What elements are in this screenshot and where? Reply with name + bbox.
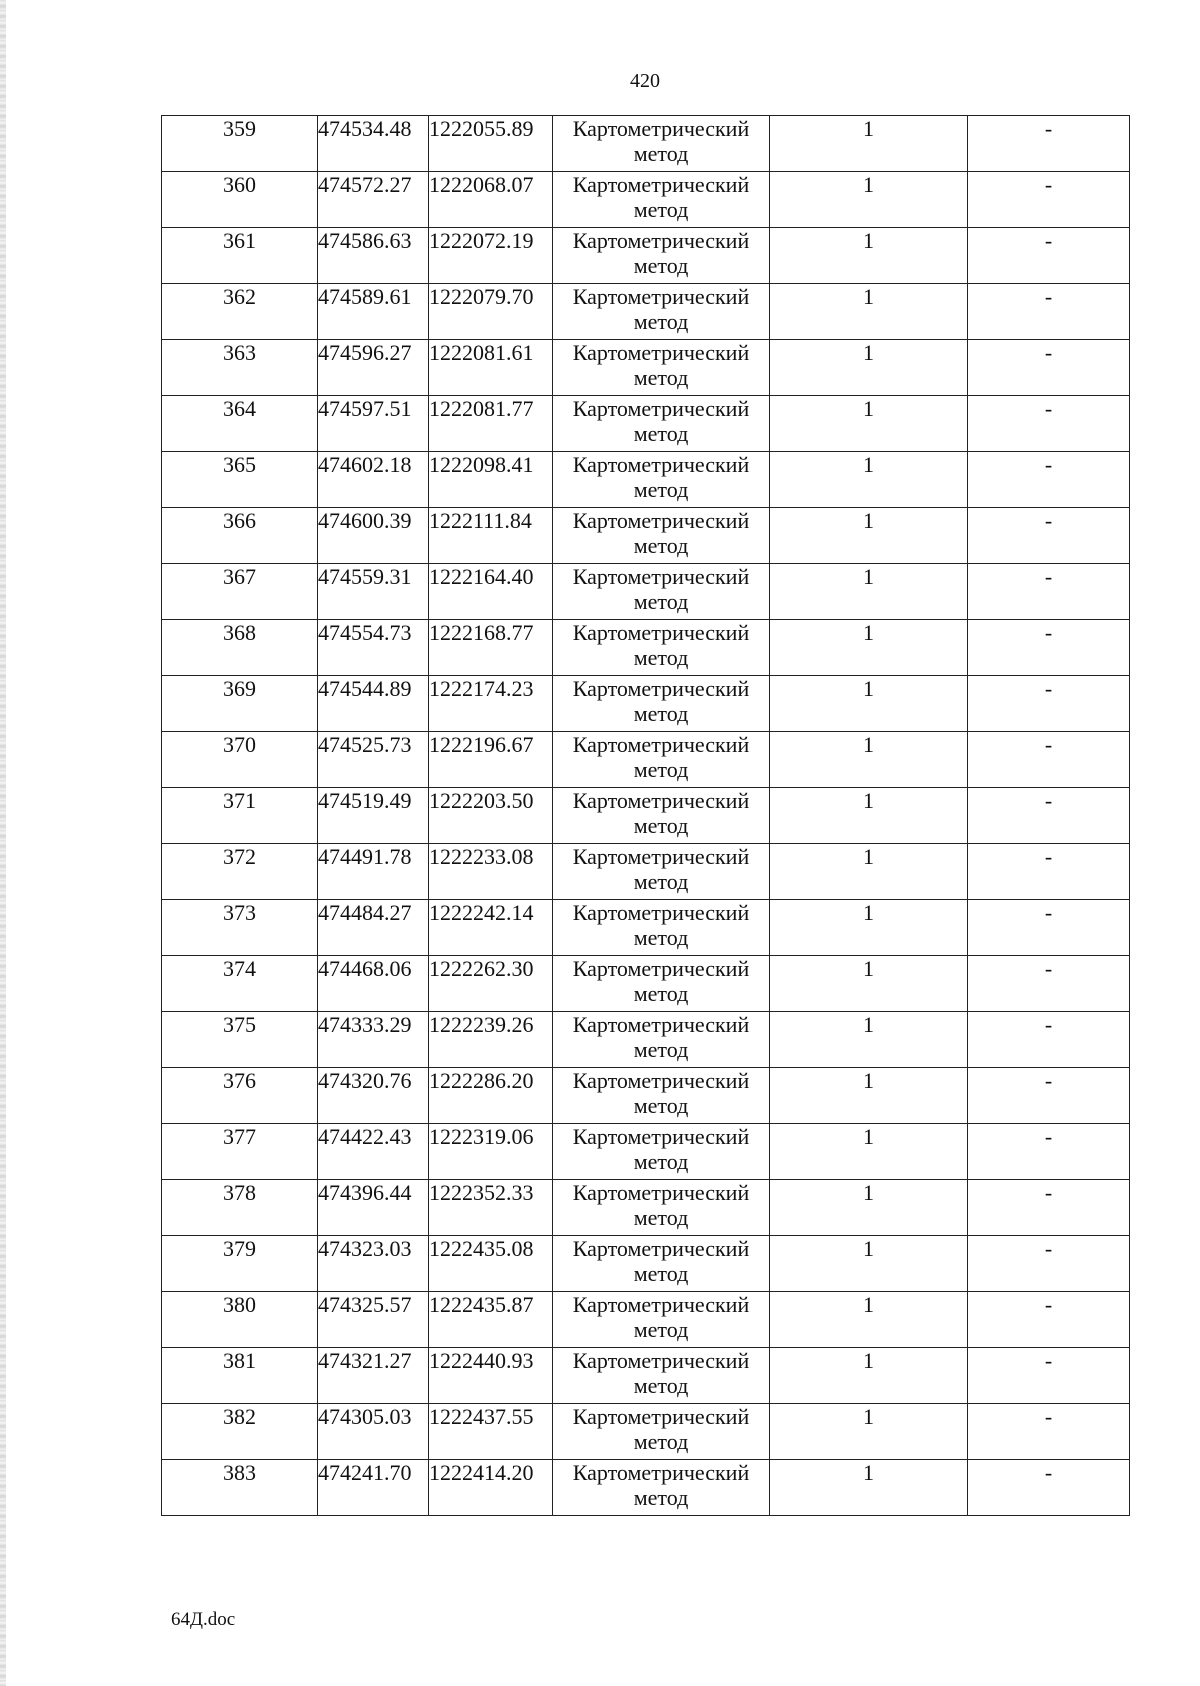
note-cell: - xyxy=(968,676,1130,732)
point-number-cell: 369 xyxy=(162,676,318,732)
table-row xyxy=(162,172,1130,228)
accuracy-cell: 1 xyxy=(770,172,968,228)
accuracy-cell: 1 xyxy=(770,1404,968,1460)
x-coordinate-cell: 474468.06 xyxy=(318,956,429,1012)
method-line-1: Картометрический xyxy=(572,620,750,645)
method-line-2: метод xyxy=(633,1205,689,1230)
point-number-cell: 374 xyxy=(162,956,318,1012)
x-coordinate-cell: 474600.39 xyxy=(318,508,429,564)
accuracy-cell: 1 xyxy=(770,228,968,284)
y-coordinate-cell: 1222239.26 xyxy=(429,1012,553,1068)
method-line-1: Картометрический xyxy=(572,1124,750,1149)
method-cell xyxy=(553,284,770,340)
method-cell xyxy=(553,1068,770,1124)
accuracy-cell: 1 xyxy=(770,788,968,844)
method-line-2: метод xyxy=(633,589,689,614)
point-number-cell: 372 xyxy=(162,844,318,900)
note-cell: - xyxy=(968,1180,1130,1236)
method-line-1: Картометрический xyxy=(572,1460,750,1485)
method-cell xyxy=(553,1012,770,1068)
y-coordinate-cell: 1222286.20 xyxy=(429,1068,553,1124)
accuracy-cell: 1 xyxy=(770,900,968,956)
y-coordinate-cell: 1222055.89 xyxy=(429,116,553,172)
y-coordinate-cell: 1222168.77 xyxy=(429,620,553,676)
method-line-1: Картометрический xyxy=(572,564,750,589)
method-cell xyxy=(553,564,770,620)
note-cell: - xyxy=(968,228,1130,284)
method-line-1: Картометрический xyxy=(572,452,750,477)
table-row xyxy=(162,676,1130,732)
method-line-2: метод xyxy=(633,197,689,222)
point-number-cell: 365 xyxy=(162,452,318,508)
point-number-cell: 375 xyxy=(162,1012,318,1068)
y-coordinate-cell: 1222098.41 xyxy=(429,452,553,508)
note-cell: - xyxy=(968,172,1130,228)
point-number-cell: 367 xyxy=(162,564,318,620)
table-row xyxy=(162,1124,1130,1180)
y-coordinate-cell: 1222437.55 xyxy=(429,1404,553,1460)
x-coordinate-cell: 474602.18 xyxy=(318,452,429,508)
note-cell: - xyxy=(968,788,1130,844)
table-row xyxy=(162,228,1130,284)
table-row xyxy=(162,340,1130,396)
y-coordinate-cell: 1222319.06 xyxy=(429,1124,553,1180)
x-coordinate-cell: 474396.44 xyxy=(318,1180,429,1236)
note-cell: - xyxy=(968,956,1130,1012)
method-cell xyxy=(553,732,770,788)
table-row xyxy=(162,732,1130,788)
scan-edge-artifact xyxy=(0,0,6,1686)
note-cell: - xyxy=(968,1124,1130,1180)
method-line-1: Картометрический xyxy=(572,1180,750,1205)
x-coordinate-cell: 474320.76 xyxy=(318,1068,429,1124)
method-line-2: метод xyxy=(633,1429,689,1454)
accuracy-cell: 1 xyxy=(770,1012,968,1068)
method-line-2: метод xyxy=(633,141,689,166)
method-line-2: метод xyxy=(633,253,689,278)
method-cell xyxy=(553,172,770,228)
method-line-1: Картометрический xyxy=(572,844,750,869)
x-coordinate-cell: 474596.27 xyxy=(318,340,429,396)
x-coordinate-cell: 474525.73 xyxy=(318,732,429,788)
method-cell xyxy=(553,340,770,396)
x-coordinate-cell: 474544.89 xyxy=(318,676,429,732)
method-line-2: метод xyxy=(633,1037,689,1062)
note-cell: - xyxy=(968,284,1130,340)
note-cell: - xyxy=(968,1292,1130,1348)
method-line-2: метод xyxy=(633,1317,689,1342)
x-coordinate-cell: 474572.27 xyxy=(318,172,429,228)
method-cell xyxy=(553,228,770,284)
method-cell xyxy=(553,900,770,956)
method-cell xyxy=(553,676,770,732)
y-coordinate-cell: 1222242.14 xyxy=(429,900,553,956)
coordinates-table xyxy=(161,115,1130,1516)
y-coordinate-cell: 1222174.23 xyxy=(429,676,553,732)
table-row xyxy=(162,1348,1130,1404)
x-coordinate-cell: 474484.27 xyxy=(318,900,429,956)
method-line-1: Картометрический xyxy=(572,956,750,981)
accuracy-cell: 1 xyxy=(770,1124,968,1180)
table-row xyxy=(162,1460,1130,1516)
table-row xyxy=(162,1292,1130,1348)
method-cell xyxy=(553,844,770,900)
accuracy-cell: 1 xyxy=(770,564,968,620)
accuracy-cell: 1 xyxy=(770,508,968,564)
note-cell: - xyxy=(968,564,1130,620)
footer-filename: 64Д.doc xyxy=(171,1609,236,1630)
method-line-2: метод xyxy=(633,757,689,782)
point-number-cell: 368 xyxy=(162,620,318,676)
method-cell xyxy=(553,508,770,564)
table-row xyxy=(162,788,1130,844)
method-line-1: Картометрический xyxy=(572,1236,750,1261)
x-coordinate-cell: 474559.31 xyxy=(318,564,429,620)
y-coordinate-cell: 1222081.77 xyxy=(429,396,553,452)
method-cell xyxy=(553,1236,770,1292)
accuracy-cell: 1 xyxy=(770,1292,968,1348)
accuracy-cell: 1 xyxy=(770,116,968,172)
method-line-2: метод xyxy=(633,869,689,894)
method-cell xyxy=(553,1404,770,1460)
method-line-2: метод xyxy=(633,1149,689,1174)
x-coordinate-cell: 474586.63 xyxy=(318,228,429,284)
accuracy-cell: 1 xyxy=(770,844,968,900)
table-row xyxy=(162,620,1130,676)
method-line-2: метод xyxy=(633,309,689,334)
note-cell: - xyxy=(968,900,1130,956)
x-coordinate-cell: 474491.78 xyxy=(318,844,429,900)
x-coordinate-cell: 474321.27 xyxy=(318,1348,429,1404)
table-row xyxy=(162,844,1130,900)
y-coordinate-cell: 1222068.07 xyxy=(429,172,553,228)
y-coordinate-cell: 1222352.33 xyxy=(429,1180,553,1236)
method-cell xyxy=(553,1180,770,1236)
point-number-cell: 361 xyxy=(162,228,318,284)
accuracy-cell: 1 xyxy=(770,1460,968,1516)
note-cell: - xyxy=(968,844,1130,900)
note-cell: - xyxy=(968,116,1130,172)
coordinates-table-body xyxy=(162,116,1130,1516)
method-line-1: Картометрический xyxy=(572,508,750,533)
table-row xyxy=(162,1012,1130,1068)
method-cell xyxy=(553,396,770,452)
x-coordinate-cell: 474534.48 xyxy=(318,116,429,172)
y-coordinate-cell: 1222233.08 xyxy=(429,844,553,900)
point-number-cell: 370 xyxy=(162,732,318,788)
y-coordinate-cell: 1222414.20 xyxy=(429,1460,553,1516)
method-line-1: Картометрический xyxy=(572,1012,750,1037)
table-row xyxy=(162,1180,1130,1236)
method-line-1: Картометрический xyxy=(572,1404,750,1429)
note-cell: - xyxy=(968,508,1130,564)
method-line-1: Картометрический xyxy=(572,1348,750,1373)
accuracy-cell: 1 xyxy=(770,340,968,396)
point-number-cell: 376 xyxy=(162,1068,318,1124)
method-line-1: Картометрический xyxy=(572,172,750,197)
y-coordinate-cell: 1222203.50 xyxy=(429,788,553,844)
y-coordinate-cell: 1222440.93 xyxy=(429,1348,553,1404)
method-line-2: метод xyxy=(633,1261,689,1286)
accuracy-cell: 1 xyxy=(770,1348,968,1404)
accuracy-cell: 1 xyxy=(770,1068,968,1124)
method-line-1: Картометрический xyxy=(572,788,750,813)
point-number-cell: 380 xyxy=(162,1292,318,1348)
method-cell xyxy=(553,1124,770,1180)
method-cell xyxy=(553,116,770,172)
x-coordinate-cell: 474333.29 xyxy=(318,1012,429,1068)
x-coordinate-cell: 474305.03 xyxy=(318,1404,429,1460)
x-coordinate-cell: 474323.03 xyxy=(318,1236,429,1292)
y-coordinate-cell: 1222079.70 xyxy=(429,284,553,340)
method-line-2: метод xyxy=(633,813,689,838)
method-line-2: метод xyxy=(633,645,689,670)
point-number-cell: 378 xyxy=(162,1180,318,1236)
note-cell: - xyxy=(968,396,1130,452)
x-coordinate-cell: 474422.43 xyxy=(318,1124,429,1180)
x-coordinate-cell: 474554.73 xyxy=(318,620,429,676)
method-line-1: Картометрический xyxy=(572,900,750,925)
x-coordinate-cell: 474241.70 xyxy=(318,1460,429,1516)
table-row xyxy=(162,284,1130,340)
method-line-1: Картометрический xyxy=(572,116,750,141)
method-line-2: метод xyxy=(633,1093,689,1118)
note-cell: - xyxy=(968,1012,1130,1068)
point-number-cell: 359 xyxy=(162,116,318,172)
note-cell: - xyxy=(968,732,1130,788)
method-line-2: метод xyxy=(633,1373,689,1398)
point-number-cell: 360 xyxy=(162,172,318,228)
accuracy-cell: 1 xyxy=(770,1236,968,1292)
table-row xyxy=(162,564,1130,620)
method-line-1: Картометрический xyxy=(572,1292,750,1317)
point-number-cell: 373 xyxy=(162,900,318,956)
method-line-2: метод xyxy=(633,701,689,726)
x-coordinate-cell: 474325.57 xyxy=(318,1292,429,1348)
method-cell xyxy=(553,620,770,676)
method-line-1: Картометрический xyxy=(572,1068,750,1093)
method-line-2: метод xyxy=(633,925,689,950)
y-coordinate-cell: 1222435.87 xyxy=(429,1292,553,1348)
accuracy-cell: 1 xyxy=(770,620,968,676)
method-cell xyxy=(553,1348,770,1404)
method-line-1: Картометрический xyxy=(572,340,750,365)
y-coordinate-cell: 1222111.84 xyxy=(429,508,553,564)
page-number: 420 xyxy=(630,70,660,92)
accuracy-cell: 1 xyxy=(770,676,968,732)
accuracy-cell: 1 xyxy=(770,284,968,340)
method-cell xyxy=(553,1292,770,1348)
y-coordinate-cell: 1222262.30 xyxy=(429,956,553,1012)
x-coordinate-cell: 474589.61 xyxy=(318,284,429,340)
method-line-1: Картометрический xyxy=(572,228,750,253)
y-coordinate-cell: 1222435.08 xyxy=(429,1236,553,1292)
note-cell: - xyxy=(968,1236,1130,1292)
method-cell xyxy=(553,1460,770,1516)
method-line-2: метод xyxy=(633,477,689,502)
accuracy-cell: 1 xyxy=(770,452,968,508)
point-number-cell: 379 xyxy=(162,1236,318,1292)
method-cell xyxy=(553,788,770,844)
method-line-1: Картометрический xyxy=(572,676,750,701)
x-coordinate-cell: 474519.49 xyxy=(318,788,429,844)
table-row xyxy=(162,1404,1130,1460)
y-coordinate-cell: 1222164.40 xyxy=(429,564,553,620)
point-number-cell: 362 xyxy=(162,284,318,340)
method-cell xyxy=(553,956,770,1012)
note-cell: - xyxy=(968,1404,1130,1460)
table-row xyxy=(162,900,1130,956)
accuracy-cell: 1 xyxy=(770,1180,968,1236)
note-cell: - xyxy=(968,1068,1130,1124)
accuracy-cell: 1 xyxy=(770,732,968,788)
note-cell: - xyxy=(968,340,1130,396)
note-cell: - xyxy=(968,620,1130,676)
point-number-cell: 377 xyxy=(162,1124,318,1180)
point-number-cell: 363 xyxy=(162,340,318,396)
method-line-2: метод xyxy=(633,1485,689,1510)
method-line-1: Картометрический xyxy=(572,732,750,757)
y-coordinate-cell: 1222081.61 xyxy=(429,340,553,396)
method-line-2: метод xyxy=(633,421,689,446)
method-line-2: метод xyxy=(633,981,689,1006)
method-line-2: метод xyxy=(633,365,689,390)
table-row xyxy=(162,508,1130,564)
method-line-1: Картометрический xyxy=(572,284,750,309)
method-cell xyxy=(553,452,770,508)
table-row xyxy=(162,396,1130,452)
table-row xyxy=(162,1068,1130,1124)
table-row xyxy=(162,1236,1130,1292)
note-cell: - xyxy=(968,1460,1130,1516)
accuracy-cell: 1 xyxy=(770,956,968,1012)
point-number-cell: 382 xyxy=(162,1404,318,1460)
y-coordinate-cell: 1222196.67 xyxy=(429,732,553,788)
note-cell: - xyxy=(968,1348,1130,1404)
y-coordinate-cell: 1222072.19 xyxy=(429,228,553,284)
x-coordinate-cell: 474597.51 xyxy=(318,396,429,452)
point-number-cell: 371 xyxy=(162,788,318,844)
point-number-cell: 366 xyxy=(162,508,318,564)
point-number-cell: 364 xyxy=(162,396,318,452)
method-line-2: метод xyxy=(633,533,689,558)
table-row xyxy=(162,956,1130,1012)
table-row xyxy=(162,452,1130,508)
point-number-cell: 381 xyxy=(162,1348,318,1404)
accuracy-cell: 1 xyxy=(770,396,968,452)
method-line-1: Картометрический xyxy=(572,396,750,421)
point-number-cell: 383 xyxy=(162,1460,318,1516)
table-row xyxy=(162,116,1130,172)
note-cell: - xyxy=(968,452,1130,508)
